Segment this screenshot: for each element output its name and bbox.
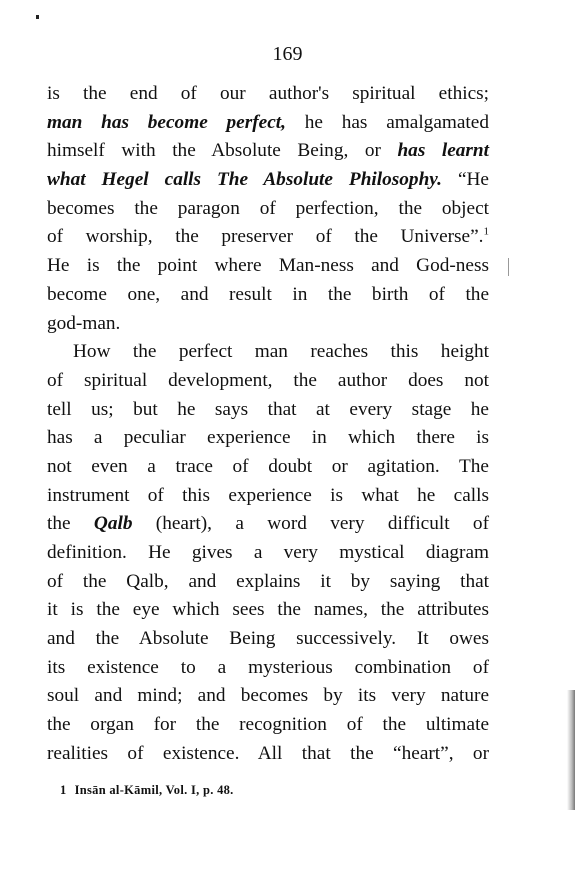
text-line (47, 166, 489, 195)
text-segment: and the Absolute Being successively. It owes (47, 628, 489, 650)
text-line (47, 596, 489, 625)
text-segment: soul and mind; and becomes by its very nature (47, 685, 489, 707)
text-segment: tell us; but he says that at every stage he (47, 398, 489, 420)
text-segment: the organ for the recognition of the ultimate (47, 714, 489, 736)
text-segment: god-man. (47, 312, 121, 334)
text-segment: (heart), a word very difficult of (132, 513, 489, 535)
text-segment: instrument of this experience is what he calls (47, 484, 489, 506)
text-line (47, 424, 489, 453)
scan-speck (508, 258, 509, 276)
paragraph-2 (47, 338, 489, 768)
text-segment: not even a trace of doubt or agitation. The (47, 455, 489, 477)
text-line (47, 338, 489, 367)
text-line (47, 711, 489, 740)
scan-speck (36, 15, 39, 19)
text-segment: definition. He gives a very mystical diagram (47, 542, 489, 563)
text-line (47, 310, 489, 339)
text-segment: of the Qalb, and explains it by saying that (47, 570, 489, 592)
text-segment: is the end of our author's spiritual ethics; (47, 83, 489, 104)
text-segment: of spiritual development, the author does not (47, 369, 489, 391)
body-text (47, 80, 489, 769)
page-number: 169 (272, 43, 303, 65)
text-segment: He is the point where Man-ness and God-ness (47, 255, 489, 277)
text-segment: How the perfect man reaches this height (73, 341, 489, 363)
text-line (47, 510, 489, 539)
text-segment: of worship, the preserver of the Universe”. (47, 226, 484, 248)
text-line (47, 654, 489, 683)
emphasis-text: has learnt (397, 140, 490, 162)
text-line (47, 625, 489, 654)
text-segment: himself with the Absolute Being, or (47, 140, 398, 162)
text-segment: “He (441, 169, 489, 191)
text-line (47, 453, 489, 482)
text-line (47, 482, 489, 511)
text-line (47, 80, 489, 109)
text-segment: the (47, 513, 94, 535)
text-line (47, 281, 489, 310)
emphasis-text: what Hegel calls The Absolute Philosophy. (47, 169, 442, 191)
text-line (47, 740, 489, 769)
footnote-text: Insān al-Kāmil, Vol. I, p. 48. (74, 783, 234, 797)
text-segment: becomes the paragon of perfection, the object (47, 197, 489, 219)
text-segment: it is the eye which sees the names, the attributes (47, 599, 489, 621)
text-line (47, 223, 489, 252)
text-segment: its existence to a mysterious combination of (47, 656, 489, 678)
emphasis-text: man has become perfect, (47, 111, 286, 133)
paragraph-1 (47, 80, 489, 338)
text-segment: become one, and result in the birth of the (47, 283, 489, 305)
footnote-marker: 1 (60, 783, 67, 797)
emphasis-text: Qalb (93, 513, 133, 535)
text-segment: has a peculiar experience in which there is (47, 427, 489, 449)
footnote (60, 783, 234, 798)
text-line (47, 367, 489, 396)
footnote-reference: 1 (483, 226, 489, 239)
text-line (47, 252, 489, 281)
text-segment: he has amalgamated (285, 111, 489, 133)
text-line (47, 539, 489, 568)
text-line (47, 568, 489, 597)
text-line (47, 396, 489, 425)
page-edge-shadow (567, 690, 575, 810)
text-line (47, 109, 489, 138)
text-line (47, 137, 489, 166)
text-segment: realities of existence. All that the “heart”, or (47, 742, 489, 764)
text-line (47, 195, 489, 224)
text-line (47, 682, 489, 711)
